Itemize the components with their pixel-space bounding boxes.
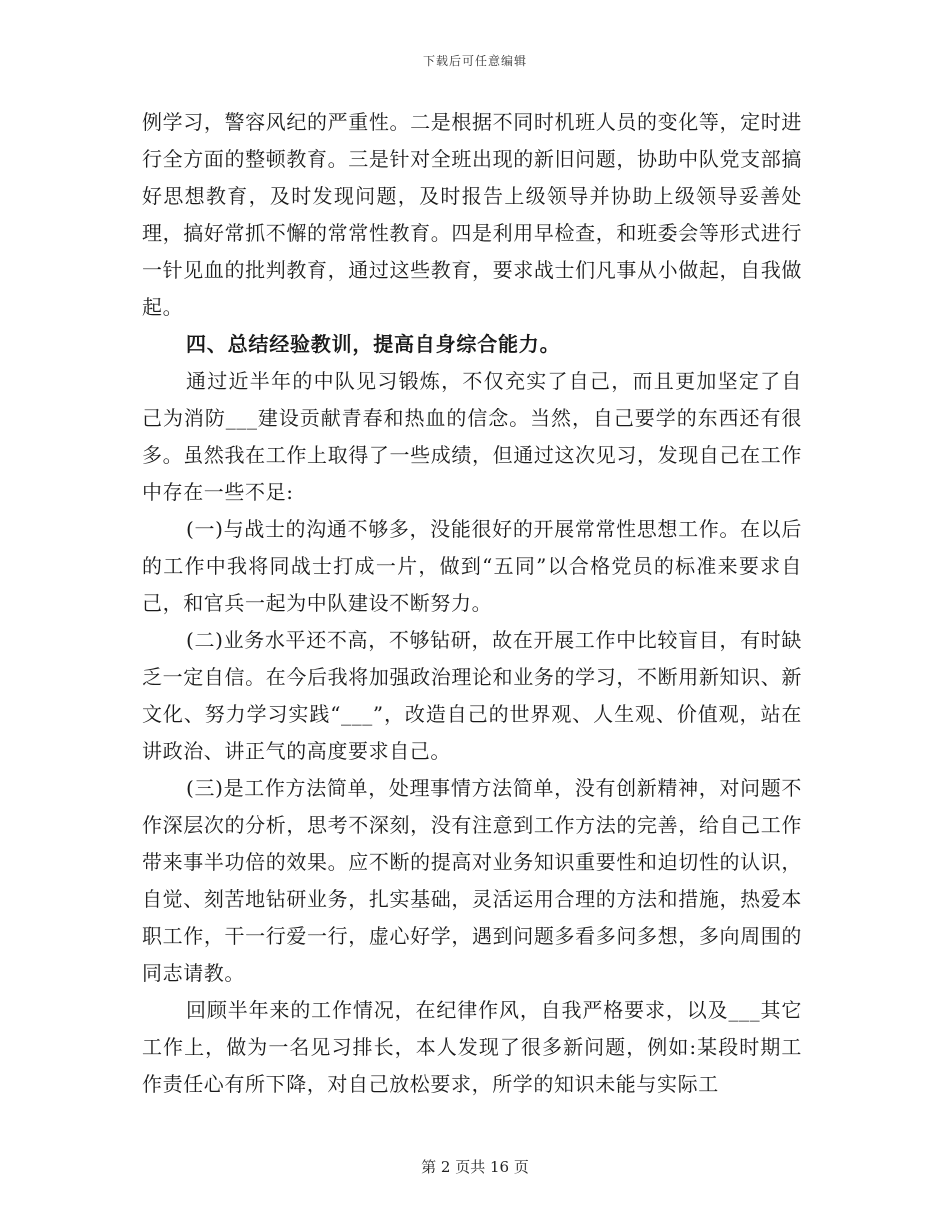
paragraph-4: (一)与战士的沟通不够多，没能很好的开展常常性思想工作。在以后的工作中我将同战士打成一片，做到“五同”以合格党员的标准来要求自己，和官兵一起为中队建设不断努力。 — [142, 517, 802, 615]
page-header: 下载后可任意编辑 — [422, 54, 527, 68]
page-footer: 第 2 页共 16 页 — [421, 1158, 529, 1176]
paragraph-6: (三)是工作方法简单，处理事情方法简单，没有创新精神，对问题不作深层次的分析，思考不深刻，没有注意到工作方法的完善，给自己工作带来事半功倍的效果。应不断的提高对业务知识重要性和迫切性的认识，自觉、刻苦地钻研业务，扎实基础，灵活运用合理的方法和措施，热爱本职工作，干一行爱一行，虚心好学，遇到问题多看多问多想，多向周围的同志请教。 — [142, 776, 802, 985]
paragraph-7: 回顾半年来的工作情况，在纪律作风，自我严格要求，以及___其它工作上，做为一名见习排长，本人发现了很多新问题，例如:某段时期工作责任心有所下降，对自己放松要求，所学的知识未能与实际工 — [142, 998, 802, 1096]
section-heading-4: 四、总结经验教训，提高自身综合能力。 — [186, 332, 561, 356]
paragraph-5: (二)业务水平还不高，不够钻研，故在开展工作中比较盲目，有时缺乏一定自信。在今后我将加强政治理论和业务的学习，不断用新知识、新文化、努力学习实践“___”，改造自己的世界观、人生观、价值观，站在讲政治、讲正气的高度要求自己。 — [142, 628, 802, 763]
paragraph-3: 通过近半年的中队见习锻炼，不仅充实了自己，而且更加坚定了自己为消防___建设贡献青春和热血的信念。当然，自己要学的东西还有很多。虽然我在工作上取得了一些成绩，但通过这次见习，发现自己在工作中存在一些不足: — [142, 369, 802, 504]
document-body — [142, 104, 802, 1103]
paragraph-1: 例学习，警容风纪的严重性。二是根据不同时机班人员的变化等，定时进行全方面的整顿教育。三是针对全班出现的新旧问题，协助中队党支部搞好思想教育，及时发现问题，及时报告上级领导并协助上级领导妥善处理，搞好常抓不懈的常常性教育。四是利用早检查，和班委会等形式进行一针见血的批判教育，通过这些教育，要求战士们凡事从小做起，自我做起。 — [142, 110, 802, 319]
